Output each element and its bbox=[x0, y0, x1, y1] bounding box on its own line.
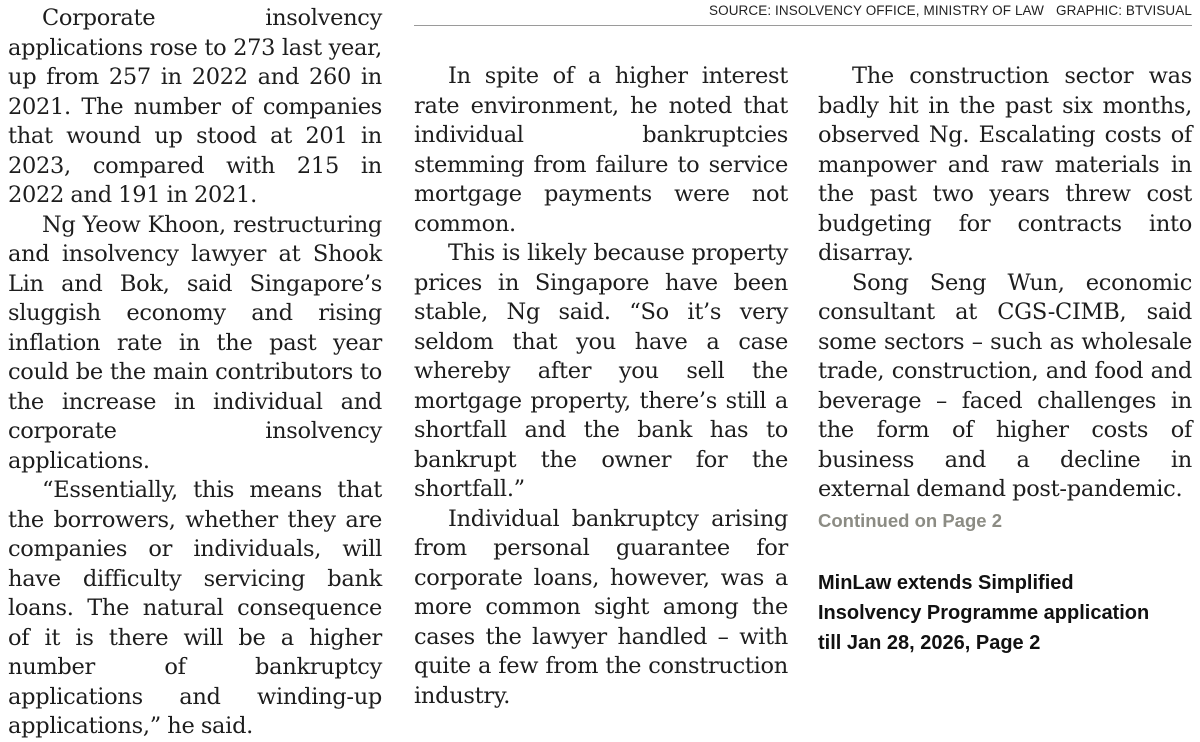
paragraph: Individual bankruptcy arising from personal guarantee for corporate loans, however, was a more common sight among the cases the lawyer handled – with quite a few from the construction industry. bbox=[414, 505, 788, 709]
article-column-2 bbox=[414, 62, 788, 711]
teaser-line: MinLaw extends Simplified bbox=[818, 572, 1074, 594]
paragraph: The construction sector was badly hit in the past six months, observed Ng. Escalating costs of manpower and raw materials in the past two years threw cost budgeting for contracts into disarray. bbox=[818, 63, 1192, 266]
related-story-teaser[interactable] bbox=[818, 568, 1192, 658]
paragraph: “Essentially, this means that the borrowers, whether they are companies or individuals, will have difficulty servicing bank loans. The natural consequence of it is there will be a higher number of bankruptcy applications and winding-up applications,” he said. bbox=[8, 477, 382, 739]
paragraph: Corporate insolvency applications rose to 273 last year, up from 257 in 2022 and 260 in 2021. The number of companies that wound up stood at 201 in 2023, compared with 215 in 2022 and 191 in 2021. bbox=[8, 5, 382, 208]
article-column-3 bbox=[818, 62, 1192, 505]
teaser-line: till Jan 28, 2026, Page 2 bbox=[818, 632, 1041, 654]
paragraph: Ng Yeow Khoon, restructuring and insolvency lawyer at Shook Lin and Bok, said Singapore’s sluggish economy and rising inflation rate in the past year could be the main contributors to the increase in individual and corporate insolvency applications. bbox=[8, 211, 382, 474]
graphic-credit: GRAPHIC: BTVISUAL bbox=[1056, 3, 1192, 18]
teaser-line: Insolvency Programme application bbox=[818, 602, 1150, 624]
paragraph: Song Seng Wun, economic consultant at CGS-CIMB, said some sectors – such as wholesale trade, construction, and food and beverage – faced challenges in the form of higher costs of business and a decline in external demand post-pandemic. bbox=[818, 269, 1192, 502]
source-credit: SOURCE: INSOLVENCY OFFICE, MINISTRY OF LAW bbox=[709, 3, 1045, 18]
paragraph: In spite of a higher interest rate environment, he noted that individual bankruptcies stemming from failure to service mortgage payments were not common. bbox=[414, 63, 788, 237]
graphic-source-credit bbox=[414, 0, 1192, 26]
article-column-1 bbox=[8, 4, 382, 742]
continued-on-page-link[interactable]: Continued on Page 2 bbox=[818, 510, 1002, 531]
paragraph: This is likely because property prices in Singapore have been stable, Ng said. “So it’s very seldom that you have a case whereby after you sell the mortgage property, there’s still a shortfall and the bank has to bankrupt the owner for the shortfall.” bbox=[414, 240, 788, 502]
